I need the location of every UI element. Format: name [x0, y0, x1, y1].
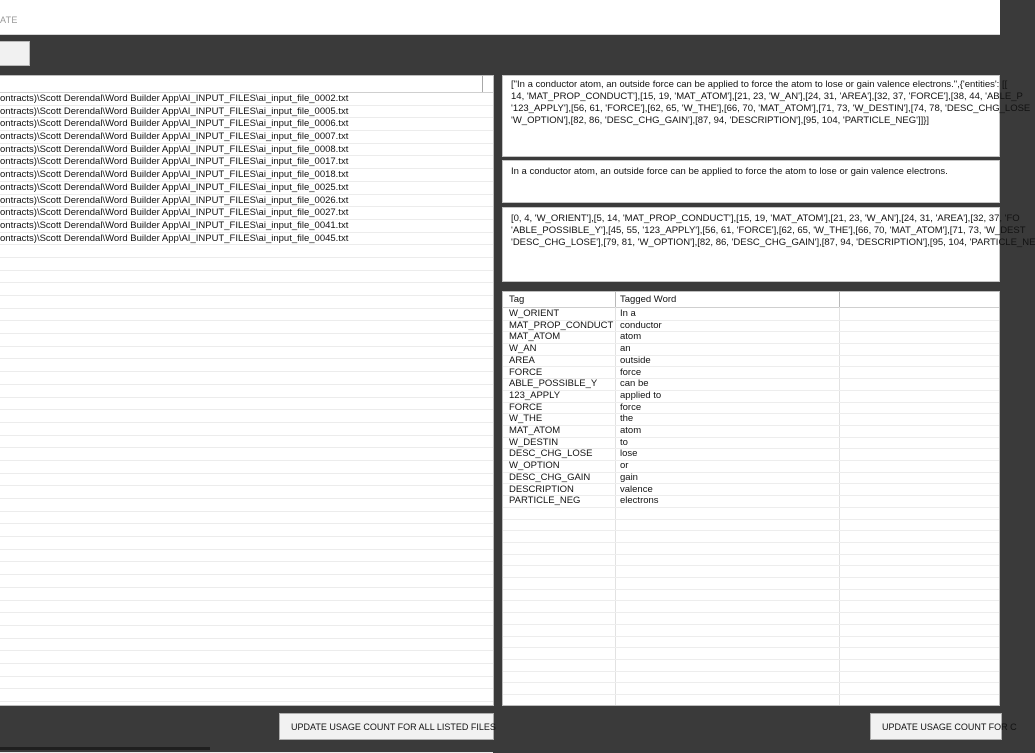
tag-cell: AREA: [509, 354, 535, 366]
empty-row: [0, 613, 493, 626]
tagged-word-cell: outside: [620, 354, 651, 366]
entities-box[interactable]: [502, 207, 1035, 282]
window-title: ATE: [0, 15, 18, 25]
tag-cell: W_OPTION: [509, 460, 560, 472]
column-separator[interactable]: [615, 292, 616, 307]
tag-table[interactable]: [502, 291, 1000, 706]
file-list-item[interactable]: ontracts)\Scott Derendal\Word Builder App\AI_INPUT_FILES\ai_input_file_0008.txt: [0, 144, 493, 157]
tagged-word-cell: force: [620, 401, 642, 413]
raw-line: 'W_OPTION'],[82, 86, 'DESC_CHG_GAIN'],[87, 94, 'DESCRIPTION'],[95, 104, 'PARTICLE_NEG']]}]: [511, 115, 930, 126]
raw-line: ["In a conductor atom, an outside force can be applied to force the atom to lose or gain valence electrons.",{'entities': [[: [511, 79, 1008, 90]
tagged-word-cell: atom: [620, 425, 642, 436]
tagged-word-cell: electrons: [620, 495, 659, 507]
file-list-item[interactable]: ontracts)\Scott Derendal\Word Builder App\AI_INPUT_FILES\ai_input_file_0005.txt: [0, 106, 493, 119]
column-header-tagged-word[interactable]: Tagged Word: [620, 294, 677, 305]
empty-row: [0, 296, 493, 309]
file-list-rows: [0, 93, 493, 753]
empty-row: [0, 639, 493, 652]
tagged-word-cell: lose: [620, 448, 638, 460]
file-list[interactable]: [0, 75, 494, 706]
empty-row: [0, 626, 493, 639]
empty-row: [0, 677, 493, 690]
empty-row: [0, 334, 493, 347]
empty-row: [0, 245, 493, 258]
tagged-word-cell: atom: [620, 331, 642, 343]
tagged-word-cell: an: [620, 343, 631, 355]
empty-row: [0, 562, 493, 575]
tag-cell: W_ORIENT: [509, 308, 560, 319]
empty-row: [0, 601, 493, 614]
file-list-item[interactable]: ontracts)\Scott Derendal\Word Builder App\AI_INPUT_FILES\ai_input_file_0027.txt: [0, 207, 493, 220]
tag-cell: W_AN: [509, 343, 537, 355]
sentence-text: In a conductor atom, an outside force can be applied to force the atom to lose or gain valence electrons.: [511, 166, 948, 177]
file-list-item[interactable]: ontracts)\Scott Derendal\Word Builder App\AI_INPUT_FILES\ai_input_file_0025.txt: [0, 182, 493, 195]
entities-line: 'ABLE_POSSIBLE_Y'],[45, 55, '123_APPLY'],[56, 61, 'FORCE'],[62, 65, 'W_THE'],[66, 70, 'MAT_ATOM'],[71, 73, 'W_DEST: [511, 225, 1026, 236]
entities-line: 'DESC_CHG_LOSE'],[79, 81, 'W_OPTION'],[82, 86, 'DESC_CHG_GAIN'],[87, 94, 'DESCRIPTION'],[95, 104, 'PARTICLE_NE: [511, 237, 1035, 248]
toolbar-button[interactable]: [0, 41, 30, 66]
tag-cell: ABLE_POSSIBLE_Y: [509, 378, 598, 390]
tag-cell: DESC_CHG_LOSE: [509, 448, 593, 460]
column-separator[interactable]: [482, 76, 483, 92]
tag-cell: MAT_PROP_CONDUCT: [509, 319, 614, 331]
empty-row: [0, 499, 493, 512]
update-current-file-button[interactable]: UPDATE USAGE COUNT FOR C: [870, 713, 1002, 740]
tag-cell: DESCRIPTION: [509, 483, 574, 495]
empty-row: [0, 689, 493, 702]
empty-row: [0, 258, 493, 271]
sentence-box[interactable]: [502, 160, 1000, 203]
title-bar: [0, 8, 1000, 35]
tag-cell: W_DESTIN: [509, 436, 559, 448]
tagged-word-cell: conductor: [620, 319, 662, 331]
empty-row: [0, 537, 493, 550]
tag-cell: MAT_ATOM: [509, 331, 561, 343]
top-strip: [0, 0, 1000, 8]
empty-row: [0, 575, 493, 588]
empty-row: [0, 321, 493, 334]
tag-cell: PARTICLE_NEG: [509, 495, 581, 507]
empty-row: [0, 448, 493, 461]
file-list-item[interactable]: ontracts)\Scott Derendal\Word Builder App\AI_INPUT_FILES\ai_input_file_0018.txt: [0, 169, 493, 182]
tagged-word-cell: force: [620, 366, 642, 378]
file-list-header: [0, 76, 493, 93]
update-all-files-button[interactable]: UPDATE USAGE COUNT FOR ALL LISTED FILES: [279, 713, 494, 740]
tag-table-header: [503, 292, 999, 308]
file-list-item[interactable]: ontracts)\Scott Derendal\Word Builder App\AI_INPUT_FILES\ai_input_file_0026.txt: [0, 195, 493, 208]
taskbar-edge: [0, 747, 210, 750]
tag-cell: FORCE: [509, 366, 543, 378]
empty-row: [0, 512, 493, 525]
bottom-bar: [0, 706, 1000, 750]
empty-row: [0, 347, 493, 360]
tagged-word-cell: to: [620, 436, 628, 448]
empty-row: [0, 385, 493, 398]
raw-line: 14, 'MAT_PROP_CONDUCT'],[15, 19, 'MAT_ATOM'],[21, 23, 'W_AN'],[24, 31, 'AREA'],[32, 37, 'FORCE'],[38, 44, 'ABLE_P: [511, 91, 1023, 102]
empty-row: [0, 474, 493, 487]
tagged-word-cell: In a: [620, 308, 636, 319]
empty-row: [0, 436, 493, 449]
empty-row: [0, 588, 493, 601]
tagged-word-cell: applied to: [620, 389, 662, 401]
entities-line: [0, 4, 'W_ORIENT'],[5, 14, 'MAT_PROP_CONDUCT'],[15, 19, 'MAT_ATOM'],[21, 23, 'W_AN'],[24, 31, 'AREA'],[32, 37, 'FO: [511, 213, 1020, 224]
empty-row: [0, 372, 493, 385]
tag-cell: MAT_ATOM: [509, 425, 561, 436]
tagged-word-cell: or: [620, 460, 629, 472]
raw-line: '123_APPLY'],[56, 61, 'FORCE'],[62, 65, 'W_THE'],[66, 70, 'MAT_ATOM'],[71, 73, 'W_DESTIN'],[74, 78, 'DESC_CHG_LOSE: [511, 103, 1031, 114]
file-list-item[interactable]: ontracts)\Scott Derendal\Word Builder App\AI_INPUT_FILES\ai_input_file_0017.txt: [0, 156, 493, 169]
empty-row: [0, 550, 493, 563]
empty-row: [0, 271, 493, 284]
empty-row: [0, 410, 493, 423]
tag-cell: FORCE: [509, 401, 543, 413]
tagged-word-cell: the: [620, 413, 634, 425]
empty-row: [503, 694, 999, 707]
tagged-word-cell: gain: [620, 471, 638, 483]
empty-row: [0, 398, 493, 411]
empty-row: [0, 359, 493, 372]
file-list-item[interactable]: ontracts)\Scott Derendal\Word Builder App\AI_INPUT_FILES\ai_input_file_0045.txt: [0, 233, 493, 246]
column-separator[interactable]: [839, 292, 840, 307]
empty-row: [0, 486, 493, 499]
tag-cell: DESC_CHG_GAIN: [509, 471, 591, 483]
file-list-item[interactable]: ontracts)\Scott Derendal\Word Builder App\AI_INPUT_FILES\ai_input_file_0007.txt: [0, 131, 493, 144]
raw-annotation-box[interactable]: [502, 75, 1031, 157]
tag-cell: W_THE: [509, 413, 543, 425]
empty-row: [0, 651, 493, 664]
empty-row: [0, 423, 493, 436]
column-header-tag[interactable]: Tag: [509, 294, 525, 305]
file-list-item[interactable]: ontracts)\Scott Derendal\Word Builder App\AI_INPUT_FILES\ai_input_file_0002.txt: [0, 93, 493, 106]
empty-row: [0, 309, 493, 322]
toolbar-band: [0, 35, 1000, 75]
empty-row: [0, 664, 493, 677]
tagged-word-cell: can be: [620, 378, 649, 390]
file-list-item[interactable]: ontracts)\Scott Derendal\Word Builder App\AI_INPUT_FILES\ai_input_file_0041.txt: [0, 220, 493, 233]
tagged-word-cell: valence: [620, 483, 653, 495]
empty-row: [0, 283, 493, 296]
empty-row: [0, 461, 493, 474]
tag-cell: 123_APPLY: [509, 389, 561, 401]
empty-row: [0, 524, 493, 537]
file-list-item[interactable]: ontracts)\Scott Derendal\Word Builder App\AI_INPUT_FILES\ai_input_file_0006.txt: [0, 118, 493, 131]
